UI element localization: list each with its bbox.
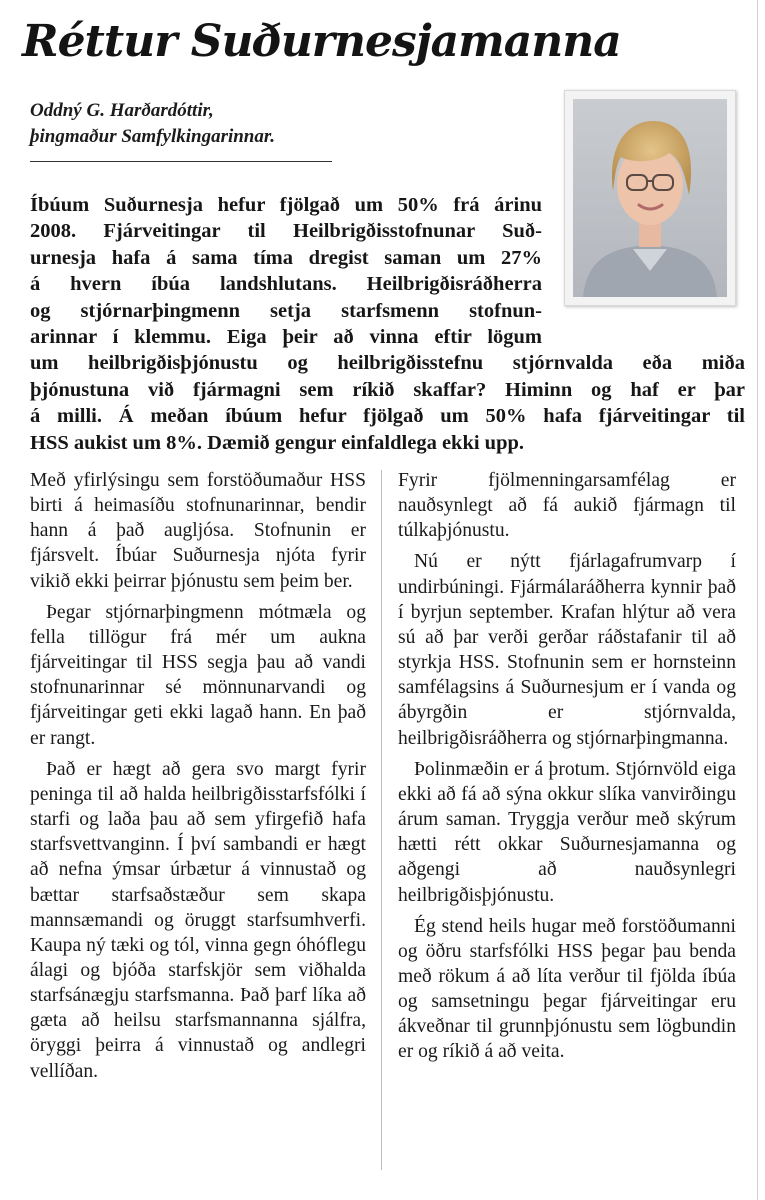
- column-divider: [381, 470, 382, 1170]
- lead-line: Íbúum Suðurnesja hefur fjölgað um 50% frá árinu: [30, 194, 542, 216]
- lead-line: um heilbrigðisþjónustu og heilbrigðisstefnu stjórnvalda eða miða: [30, 352, 745, 375]
- lead-line: 2008. Fjárveitingar til Heilbrigðisstofnunar Suð-: [30, 220, 542, 243]
- body-paragraph: Þegar stjórnarþingmenn mótmæla og fella tillögur frá mér um aukna fjárveitingar til HSS segja þau að vandi stofnunarinnar sé mönnunarvandi og fjárveitingar geti ekki lagað hann. En það er rangt.: [30, 601, 366, 749]
- body-paragraph: Með yfirlýsingu sem forstöðumaður HSS birti á heimasíðu stofnunarinnar, bendir hann á það augljósa. Stofnunin er fjársvelt. Íbúar Suðurnesja njóta fyrir vikið ekki þeirrar þjónustu sem þeim ber.: [30, 470, 366, 592]
- body-column-right: [398, 468, 736, 1071]
- page-edge-line: [757, 0, 758, 1200]
- author-name: Oddný G. Harðardóttir,: [30, 100, 214, 121]
- lead-line: þjónustuna við fjármagni sem ríkið skaffar? Himinn og haf er þar: [30, 378, 745, 401]
- lead-line: á hvern íbúa landshlutans. Heilbrigðisráðherra: [30, 273, 542, 296]
- body-paragraph: Fyrir fjölmenningarsamfélag er nauðsynlegt að fá aukið fjármagn til túlkaþjónustu.: [398, 470, 736, 542]
- lead-line: arinnar í klemmu. Eiga þeir að vinna eftir lögum: [30, 326, 542, 349]
- byline-divider: [30, 161, 332, 162]
- body-paragraph: Nú er nýtt fjárlagafrumvarp í undirbúningi. Fjármálaráðherra kynnir það í byrjun september. Krafan hlýtur að vera sú að þar verði gerðar ráðstafanir til að styrkja HSS. Stofnunin sem er hornsteinn samfélagsins á Suðurnesjum er í vanda og ábyrgðin er stjórnvalda, heilbrigðisráðherra og stjórnarþingmanna.: [398, 551, 736, 749]
- body-paragraph: Það er hægt að gera svo margt fyrir peninga til að halda heilbrigðisstarfsfólki í starfi og laða þau að sem yfirgefið hafa starfsvettvanginn. Í því sambandi er hægt að nefna ýmsar úrbætur á vinnustað og bættar starfsaðstæður sem skapa mannsæmandi og öruggt starfsumhverfi. Kaupa ný tæki og tól, vinna gegn óhóflegu álagi og bjóða starfskjör sem viðhalda starfsánægju starfsmanna. Það þarf líka að gæta að heilsu starfsmannanna sjálfra, öryggi þeirra á vinnustað og andlegri vellíðan.: [30, 758, 366, 1082]
- body-paragraph: Þolinmæðin er á þrotum. Stjórnvöld eiga ekki að fá að sýna okkur slíka vanvirðingu árum saman. Tryggja verður með skýrum hætti rétt okkar Suðurnesjamanna og aðgengi að nauðsynlegri heilbrigðisþjónustu.: [398, 758, 736, 906]
- body-paragraph: Ég stend heils hugar með forstöðumanni og öðru starfsfólki HSS þegar þau benda með rökum á að líta verður til fjölda íbúa og samsetningu þegar fjárveitingar eru ákveðnar til grunnþjónustu sem lögbundin er og ríkið á að veita.: [398, 915, 736, 1063]
- lead-line: og stjórnarþingmenn setja starfsmenn stofnun-: [30, 299, 542, 322]
- lead-line: urnesja hafa á sama tíma dregist saman um 27%: [30, 246, 542, 269]
- lead-line: á milli. Á meðan íbúum hefur fjölgað um 50% hafa fjárveitingar til: [30, 405, 745, 428]
- author-role: þingmaður Samfylkingarinnar.: [30, 126, 275, 147]
- article-title: Réttur Suðurnesjamanna: [22, 16, 621, 67]
- byline: [30, 98, 350, 150]
- body-column-left: [30, 468, 366, 1090]
- lead-line: HSS aukist um 8%. Dæmið gengur einfaldlega ekki upp.: [30, 431, 525, 454]
- article-lead: [30, 192, 745, 456]
